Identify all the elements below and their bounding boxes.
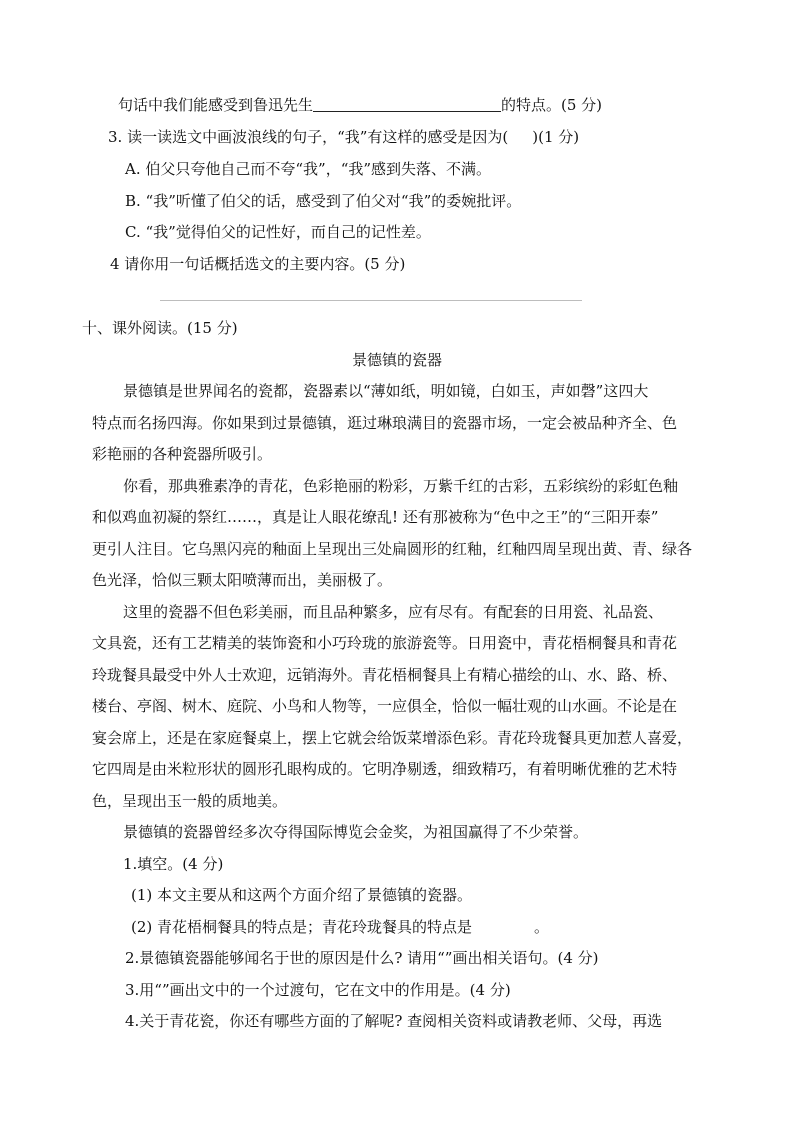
- q3-option-b: B. “我”听懂了伯父的话，感受到了伯父对“我”的委婉批评。: [125, 192, 522, 210]
- para-line: 色，呈现出玉一般的质地美。: [92, 792, 288, 810]
- para-line: 更引人注目。它乌黑闪亮的釉面上呈现出三处扁圆形的红釉，红釉四周呈现出黄、青、绿各: [92, 540, 693, 558]
- q3-stem-score: )(1 分): [532, 128, 580, 146]
- para-line: 你看，那典雅素净的青花，色彩艳丽的粉彩，万紫千红的古彩，五彩缤纷的彩虹色釉: [123, 477, 679, 495]
- para-line: 它四周是由米粒形状的圆形孔眼构成的。它明净剔透，细致精巧，有着明晰优雅的艺术特: [92, 760, 678, 778]
- reading-q1-2-text: (2) 青花梧桐餐具的特点是；青花玲珑餐具的特点是: [131, 918, 473, 936]
- reading-q3: 3.用“”画出文中的一个过渡句，它在文中的作用是。(4 分): [125, 981, 511, 999]
- reading-q1-2-end: 。: [534, 918, 550, 936]
- para-line: 这里的瓷器不但色彩美丽，而且品种繁多，应有尽有。有配套的日用瓷、礼品瓷、: [123, 603, 664, 621]
- q3-stem-text: 3. 读一读选文中画波浪线的句子，“我”有这样的感受是因为(: [108, 128, 509, 146]
- para-line: 楼台、亭阁、树木、庭院、小鸟和人物等，一应俱全，恰似一幅壮观的山水画。不论是在: [92, 697, 678, 715]
- reading-q4: 4.关于青花瓷，你还有哪些方面的了解呢? 查阅相关资料或请教老师、父母，再选: [125, 1012, 663, 1030]
- para-line: 玲珑餐具最受中外人士欢迎，远销海外。青花梧桐餐具上有精心描绘的山、水、路、桥、: [92, 666, 678, 684]
- para-line: 文具瓷，还有工艺精美的装饰瓷和小巧玲珑的旅游瓷等。日用瓷中，青花梧桐餐具和青花: [92, 634, 678, 652]
- reading-q1-1: (1) 本文主要从和这两个方面介绍了景德镇的瓷器。: [131, 886, 473, 904]
- answer-blank[interactable]: [313, 97, 501, 112]
- reading-q2: 2.景德镇瓷器能够闻名于世的原因是什么? 请用“”画出相关语句。(4 分): [125, 949, 599, 967]
- para-line: 宴会席上，还是在家庭餐桌上，摆上它就会给饭菜增添色彩。青花玲珑餐具更加惹人喜爱，: [92, 729, 693, 747]
- q3-stem: [108, 127, 579, 147]
- q2-tail-text: 句话中我们能感受到鲁迅先生: [118, 96, 314, 114]
- article-title: 景德镇的瓷器: [351, 351, 442, 369]
- para-line: 特点而名扬四海。你如果到过景德镇，逛过琳琅满目的瓷器市场，一定会被品种齐全、色: [92, 414, 678, 432]
- para-line: 色光泽，恰似三颗太阳喷薄而出，美丽极了。: [92, 571, 393, 589]
- q2-tail-score: 的特点。(5 分): [501, 96, 603, 114]
- q3-option-a: A. 伯父只夸他自己而不夸“我”，“我”感到失落、不满。: [125, 160, 492, 178]
- para-line: 和似鸡血初凝的祭红……，真是让人眼花缭乱! 还有那被称为“色中之王”的“三阳开泰”: [92, 508, 659, 526]
- para-line: 景德镇是世界闻名的瓷都，瓷器素以“薄如纸，明如镜，白如玉，声如磬”这四大: [123, 382, 649, 400]
- section-heading: 十、课外阅读。(15 分): [82, 319, 238, 337]
- para-line: 景德镇的瓷器曾经多次夺得国际博览会金奖，为祖国赢得了不少荣誉。: [123, 823, 589, 841]
- reading-q1-2: [131, 917, 549, 937]
- q3-option-c: C. “我”觉得伯父的记性好，而自己的记性差。: [125, 223, 431, 241]
- reading-q1: 1.填空。(4 分): [123, 855, 224, 873]
- answer-divider: [160, 300, 582, 301]
- q2-tail-line: [118, 95, 602, 115]
- para-line: 彩艳丽的各种瓷器所吸引。: [92, 445, 273, 463]
- q4-prompt: 4 请你用一句话概括选文的主要内容。(5 分): [110, 255, 406, 273]
